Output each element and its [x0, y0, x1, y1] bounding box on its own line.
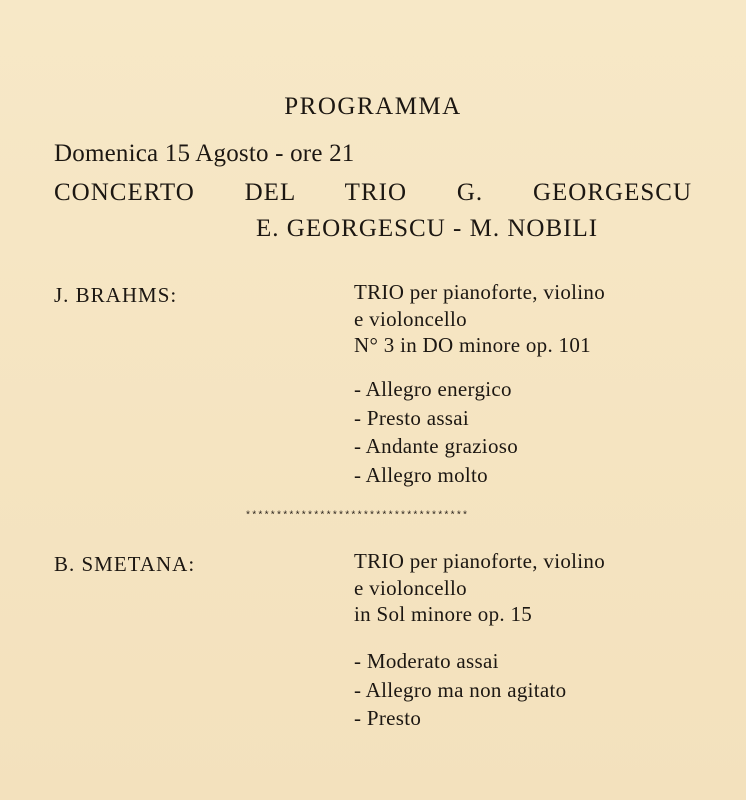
movement-item: - Moderato assai [354, 649, 499, 673]
composer-smetana: B. SMETANA: [54, 552, 196, 576]
movement-item: - Presto assai [354, 405, 470, 430]
performers-line: E. GEORGESCU - M. NOBILI [256, 215, 599, 242]
composer-brahms: J. BRAHMS: [54, 283, 178, 307]
date-line: Domenica 15 Agosto - ore 21 [54, 140, 355, 167]
movement-item: - Allegro molto [354, 462, 488, 487]
asterisk-divider: ************************************ [245, 511, 469, 522]
movement-item: - Presto [354, 706, 422, 730]
work-line: TRIO per pianoforte, violino [354, 549, 606, 573]
work-line: in Sol minore op. 15 [354, 602, 533, 626]
work-smetana [354, 548, 605, 628]
work-line: e violoncello [354, 575, 467, 600]
movements-smetana [354, 647, 566, 733]
movement-item: - Allegro energico [354, 377, 512, 401]
concert-line: CONCERTO DEL TRIO G. GEORGESCU [54, 179, 692, 206]
work-brahms [354, 279, 605, 359]
work-line: e violoncello [354, 306, 467, 331]
work-line: TRIO per pianoforte, violino [354, 280, 606, 304]
movement-item: - Allegro ma non agitato [354, 677, 567, 702]
movements-brahms [354, 375, 518, 489]
work-line: N° 3 in DO minore op. 101 [354, 333, 591, 357]
page-title: PROGRAMMA [284, 93, 462, 120]
movement-item: - Andante grazioso [354, 434, 519, 458]
